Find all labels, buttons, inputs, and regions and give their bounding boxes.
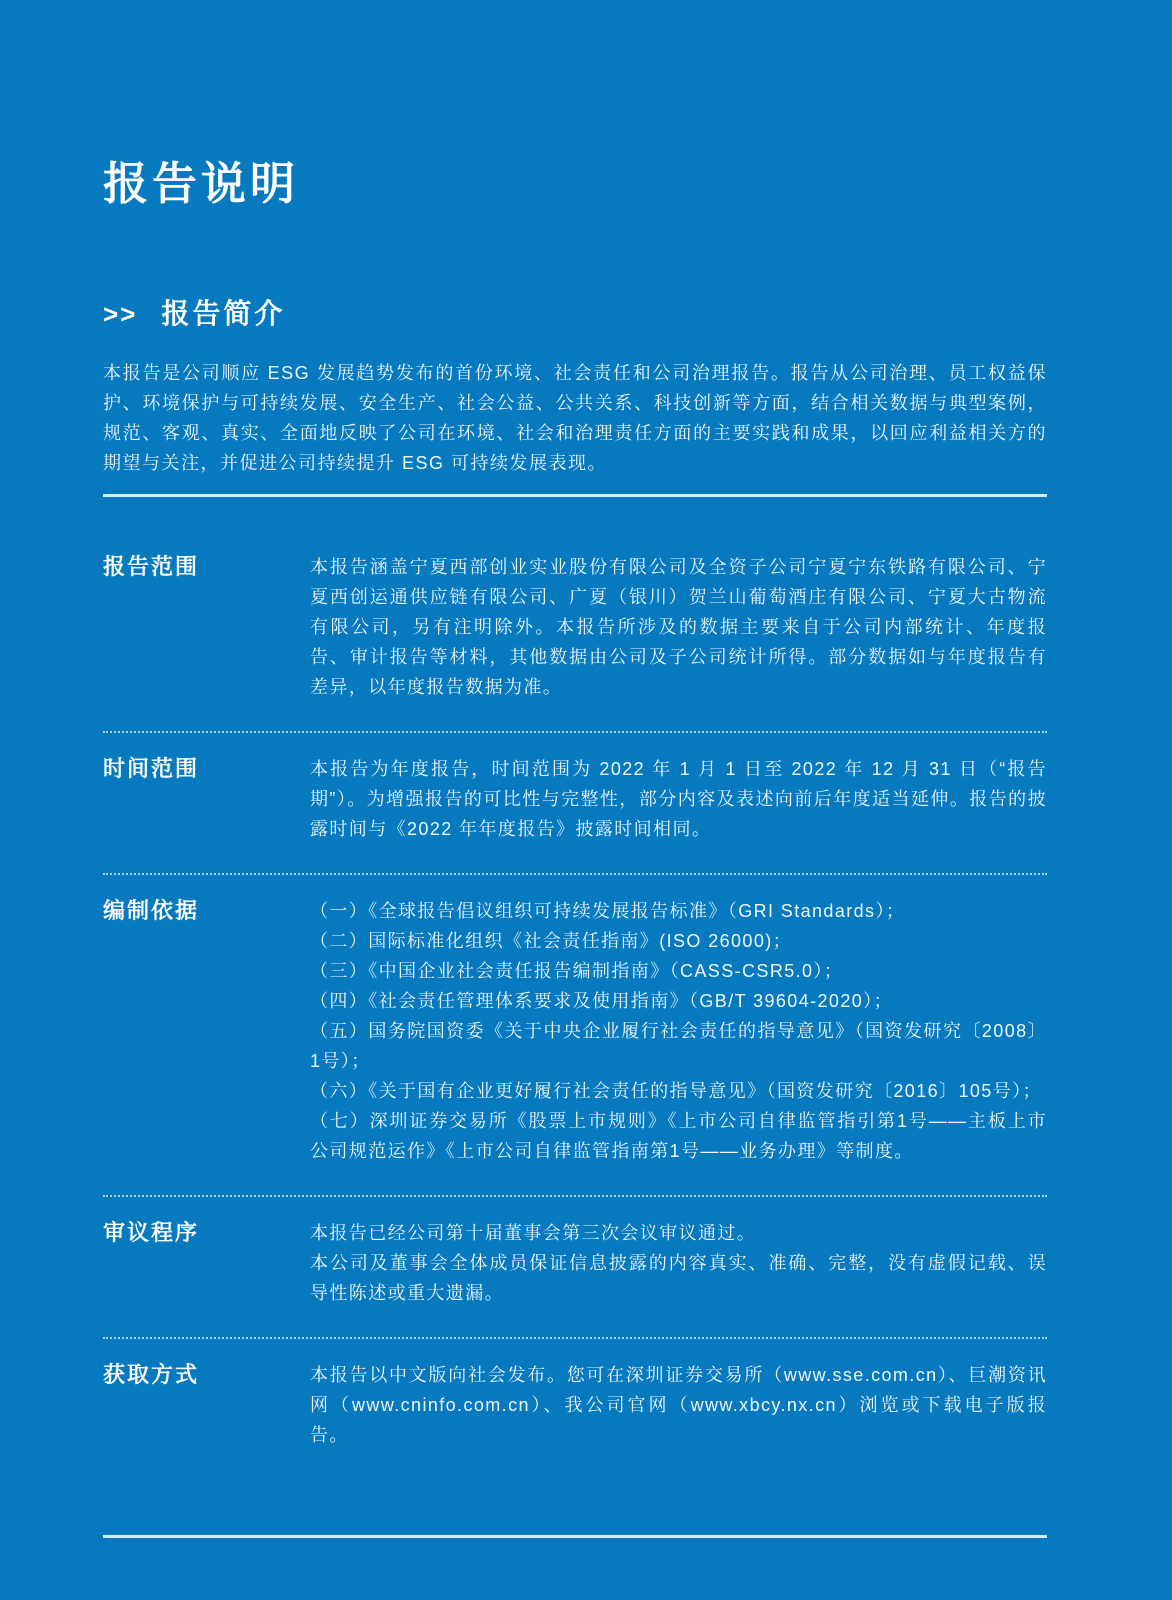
section-paragraph: （一）《全球报告倡议组织可持续发展报告标准》（GRI Standards）； [310, 900, 906, 921]
dotted-divider [103, 1195, 1047, 1197]
section-paragraph: （四）《社会责任管理体系要求及使用指南》（GB/T 39604-2020）； [310, 990, 893, 1011]
section-row [103, 754, 1047, 844]
page-title: 报告说明 [103, 158, 300, 209]
section-paragraph: 本报告涵盖宁夏西部创业实业股份有限公司及全资子公司宁夏宁东铁路有限公司、宁夏西创运通供应链有限公司、广夏（银川）贺兰山葡萄酒庄有限公司、宁夏大古物流有限公司，另有注明除外。本报告所涉及的数据主要来自于公司内部统计、年度报告、审计报告等材料，其他数据由公司及子公司统计所得。部分数据如与年度报告有差异，以年度报告数据为准。 [310, 556, 1047, 697]
dotted-divider [103, 731, 1047, 733]
section-label: 报告范围 [103, 553, 200, 579]
intro-paragraph: 本报告是公司顺应 ESG 发展趋势发布的首份环境、社会责任和公司治理报告。报告从公司治理、员工权益保护、环境保护与可持续发展、安全生产、社会公益、公共关系、科技创新等方面，结合相关数据与典型案例，规范、客观、真实、全面地反映了公司在环境、社会和治理责任方面的主要实践和成果，以回应利益相关方的期望与关注，并促进公司持续提升 ESG 可持续发展表现。 [103, 362, 1047, 473]
section-body [310, 1218, 1047, 1308]
section-paragraph: （五）国务院国资委《关于中央企业履行社会责任的指导意见》（国资发研究〔2008〕1号）； [310, 1020, 1047, 1071]
section-row [103, 1218, 1047, 1308]
section-label: 获取方式 [103, 1361, 200, 1387]
bottom-divider-line [103, 1535, 1047, 1538]
section-body [310, 1360, 1047, 1450]
section-paragraph: 本报告为年度报告，时间范围为 2022 年 1 月 1 日至 2022 年 12 月 31 日（“报告期”）。为增强报告的可比性与完整性，部分内容及表述向前后年度适当延伸。报告的披露时间与《2022 年年度报告》披露时间相同。 [310, 758, 1047, 839]
section-paragraph: 本报告以中文版向社会发布。您可在深圳证券交易所（www.sse.com.cn）、巨潮资讯网（www.cninfo.com.cn）、我公司官网（www.xbcy.nx.cn）浏览或下载电子版报告。 [310, 1364, 1047, 1445]
section-label: 编制依据 [103, 897, 200, 923]
section-paragraph: （六）《关于国有企业更好履行社会责任的指导意见》（国资发研究〔2016〕105号）； [310, 1080, 1042, 1101]
section-label: 审议程序 [103, 1219, 200, 1245]
sections [103, 552, 1047, 1450]
section-row [103, 1360, 1047, 1450]
dotted-divider [103, 1337, 1047, 1339]
section-heading-label: 报告简介 [161, 297, 286, 329]
section-paragraph: （二）国际标准化组织《社会责任指南》(ISO 26000)； [310, 930, 793, 951]
section-paragraph: （七）深圳证券交易所《股票上市规则》《上市公司自律监管指引第1号——主板上市公司规范运作》《上市公司自律监管指南第1号——业务办理》等制度。 [310, 1110, 1047, 1161]
section-label: 时间范围 [103, 755, 200, 781]
section-paragraph: 本报告已经公司第十届董事会第三次会议审议通过。 [310, 1222, 757, 1243]
top-divider-line [103, 494, 1047, 497]
section-heading [103, 292, 1047, 332]
section-row [103, 896, 1047, 1166]
section-row [103, 552, 1047, 702]
double-chevron-icon: >> [103, 298, 138, 329]
section-body [310, 896, 1047, 1166]
section-body [310, 552, 1047, 702]
dotted-divider [103, 873, 1047, 875]
section-paragraph: （三）《中国企业社会责任报告编制指南》（CASS-CSR5.0）； [310, 960, 844, 981]
section-paragraph: 本公司及董事会全体成员保证信息披露的内容真实、准确、完整，没有虚假记载、误导性陈述或重大遗漏。 [310, 1252, 1047, 1303]
section-body [310, 754, 1047, 844]
